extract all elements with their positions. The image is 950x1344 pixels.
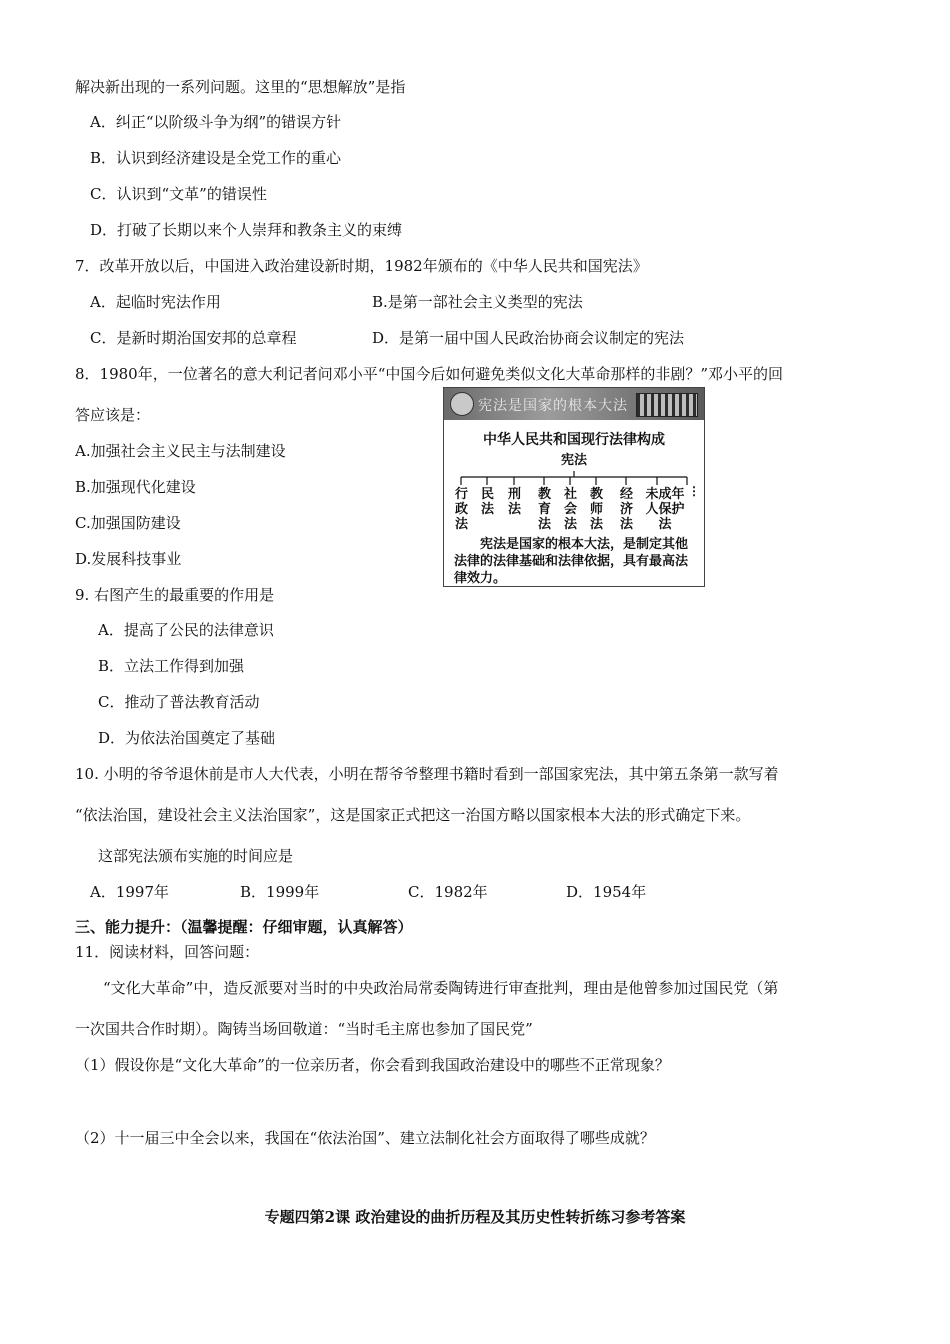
q8-stem-line2: 答应该是：: [75, 406, 151, 424]
q7-option-d: D．是第一届中国人民政治协商会议制定的宪法: [372, 329, 685, 347]
branch-economic-law: 经济法: [619, 487, 633, 532]
q11-stem: 11．阅读材料，回答问题：: [75, 943, 260, 961]
figure-banner: [444, 388, 704, 420]
branch-administrative-law: 行政法: [454, 487, 468, 532]
figure-caption: 宪法是国家的根本大法，是制定其他法律的法律基础和法律依据，具有最高法律效力。: [454, 537, 689, 586]
q10-option-a: A．1997年: [90, 883, 170, 901]
q6-option-a: A．纠正“以阶级斗争为纲”的错误方针: [90, 113, 342, 131]
q7-option-c: C．是新时期治国安邦的总章程: [90, 329, 297, 347]
q6-option-b: B．认识到经济建设是全党工作的重心: [90, 149, 342, 167]
q11-material-line2: 一次国共合作时期）。陶铸当场回敬道：“当时毛主席也参加了国民党”: [75, 1020, 533, 1038]
q11-sub-question-1: （1）假设你是“文化大革命”的一位亲历者，你会看到我国政治建设中的哪些不正常现象？: [75, 1056, 670, 1074]
q10-option-b: B．1999年: [240, 883, 320, 901]
q8-stem-line1: 8．1980年，一位著名的意大利记者问邓小平“中国今后如何避免类似文化大革命那样的非剧？”邓小平的回: [75, 365, 784, 383]
branch-civil-law: 民法: [480, 487, 494, 517]
figure-title: 中华人民共和国现行法律构成: [483, 432, 665, 448]
q8-option-b: B.加强现代化建设: [75, 478, 196, 496]
q7-option-a: A．起临时宪法作用: [90, 293, 221, 311]
q8-option-d: D.发展科技事业: [75, 550, 182, 568]
figure-banner-text: 宪法是国家的根本大法: [478, 398, 628, 414]
q8-option-c: C.加强国防建设: [75, 514, 181, 532]
q10-option-d: D．1954年: [566, 883, 647, 901]
q6-option-c: C．认识到“文革”的错误性: [90, 185, 267, 203]
q9-option-a: A．提高了公民的法律意识: [98, 621, 274, 639]
branch-minor-protection-law: 未成年人保护法: [645, 487, 685, 532]
q10-stem-line1: 10. 小明的爷爷退休前是市人大代表，小明在帮爷爷整理书籍时看到一部国家宪法，其中第五条第一款写着: [75, 765, 779, 783]
branch-criminal-law: 刑法: [507, 487, 521, 517]
building-icon: [636, 393, 698, 417]
q9-option-b: B．立法工作得到加强: [98, 657, 245, 675]
q11-material-line1: “文化大革命”中，造反派要对当时的中央政治局常委陶铸进行审查批判，理由是他曾参加过国民党（第: [103, 979, 779, 997]
q10-stem-line3: 这部宪法颁布实施的时间应是: [98, 847, 294, 865]
q11-sub-question-2: （2）十一届三中全会以来，我国在“依法治国”、建立法制化社会方面取得了哪些成就？: [75, 1129, 655, 1147]
q7-option-b: B.是第一部社会主义类型的宪法: [372, 293, 583, 311]
q9-option-d: D．为依法治国奠定了基础: [98, 729, 276, 747]
branch-education-law: 教育法: [537, 487, 551, 532]
q9-option-c: C．推动了普法教育活动: [98, 693, 260, 711]
q9-stem: 9. 右图产生的最重要的作用是: [75, 586, 275, 604]
q10-option-c: C．1982年: [408, 883, 488, 901]
q8-option-a: A.加强社会主义民主与法制建设: [75, 442, 286, 460]
more-branches-ellipsis: ⋮: [688, 484, 700, 498]
q10-stem-line2: “依法治国，建设社会主义法治国家”，这是国家正式把这一治国方略以国家根本大法的形式确定下来。: [75, 806, 751, 824]
q6-option-d: D．打破了长期以来个人崇拜和教条主义的束缚: [90, 221, 403, 239]
figure-root-node: 宪法: [560, 453, 587, 468]
tree-connector-lines: [444, 471, 704, 487]
legal-structure-figure: [443, 387, 705, 587]
q6-stem-tail: 解决新出现的一系列问题。这里的“思想解放”是指: [75, 78, 406, 96]
branch-teachers-law: 教师法: [589, 487, 603, 532]
national-emblem-icon: [450, 392, 474, 416]
branch-social-law: 社会法: [563, 487, 577, 532]
q7-stem: 7．改革开放以后，中国进入政治建设新时期，1982年颁布的《中华人民共和国宪法》: [75, 257, 648, 275]
section3-heading: 三、能力提升：（温馨提醒：仔细审题，认真解答）: [75, 918, 413, 936]
answer-key-title: 专题四第2课 政治建设的曲折历程及其历史性转折练习参考答案: [264, 1208, 686, 1226]
